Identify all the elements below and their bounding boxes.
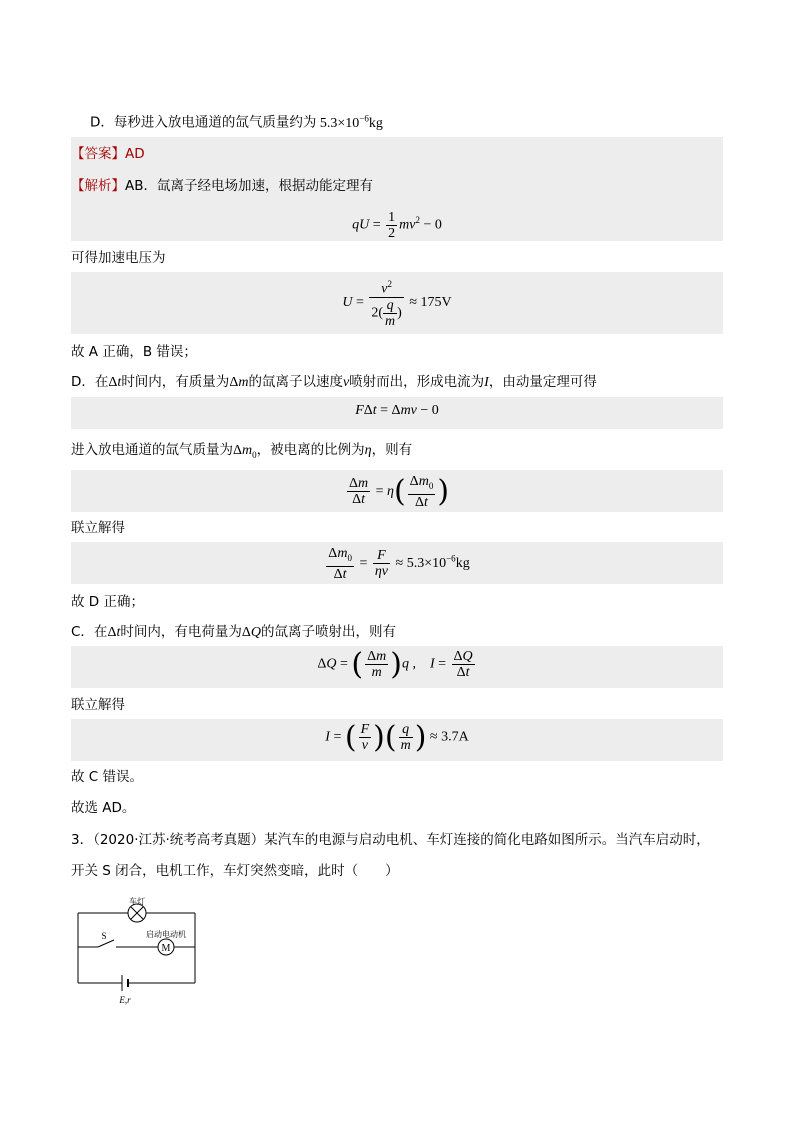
- equation-kinetic: qU = $\frac{1}{2}$ $mv^2 - 0$: [352, 209, 442, 241]
- solve-2: 联立解得: [71, 697, 125, 713]
- equation-momentum: FΔt = Δmv − 0: [355, 403, 439, 418]
- text-mass: 进入放电通道的氙气质量为$\Delta m_0$，被电离的比例为η，则有: [71, 442, 413, 460]
- analysis-line: 【解析】AB．氙离子经电场加速，根据动能定理有: [71, 178, 373, 194]
- final-answer: 故选 AD。: [71, 800, 136, 816]
- circuit-diagram: [70, 895, 210, 1007]
- equation-result-mass: $\frac{\Delta m_0}{\Delta t}$ = $\frac{F}{\eta v}$ ≈ $5.3\times 10^{-6}kg$: [328, 546, 470, 582]
- equation-ratio: $\frac{\Delta m}{\Delta t}$ = η( $\frac{\Delta m_0}{\Delta t}$ ): [348, 473, 450, 510]
- conclusion-d: 故 D 正确；: [71, 594, 144, 610]
- part-c-intro: C．在Δt时间内，有电荷量为ΔQ的氙离子喷射出，则有: [71, 624, 396, 640]
- source-label: E,r: [119, 995, 131, 1005]
- equation-current: I = ( $\frac{F}{v}$ )( $\frac{q}{m}$ ) ≈ 3.7A: [325, 719, 469, 755]
- equation-charge: ΔQ = ( $\frac{\Delta m}{m}$ )q , I = $\frac{\Delta Q}{\Delta t}$: [317, 646, 473, 682]
- lamp-label: 车灯: [129, 897, 145, 906]
- switch-label: S: [101, 931, 107, 941]
- battery-icon: [122, 975, 128, 991]
- question-3-line-1: 3．（2020·江苏·统考高考真题）某汽车的电源与启动电机、车灯连接的简化电路如图所示。当汽车启动时，: [71, 832, 710, 848]
- lamp-icon: [128, 904, 146, 922]
- part-d-intro: D．在Δt时间内，有质量为Δm的氙离子以速度v喷射而出，形成电流为I，由动量定理可得: [71, 374, 597, 390]
- text-voltage: 可得加速电压为: [71, 250, 166, 266]
- answer-line: 【答案】AD: [71, 146, 145, 162]
- conclusion-ab: 故 A 正确，B 错误；: [71, 344, 197, 360]
- question-3-line-2: 开关 S 闭合，电机工作，车灯突然变暗，此时（ ）: [71, 863, 399, 879]
- motor-label: 启动电动机: [146, 930, 186, 939]
- motor-symbol: M: [161, 943, 171, 954]
- equation-voltage: U = $v^2$ 2( $\frac{q}{m}$ ) ≈ 175V: [342, 279, 452, 329]
- option-d: D．每秒进入放电通道的氙气质量约为 $5.3\times 10^{-6}kg$: [90, 113, 383, 131]
- solve-1: 联立解得: [71, 520, 125, 536]
- conclusion-c: 故 C 错误。: [71, 769, 144, 785]
